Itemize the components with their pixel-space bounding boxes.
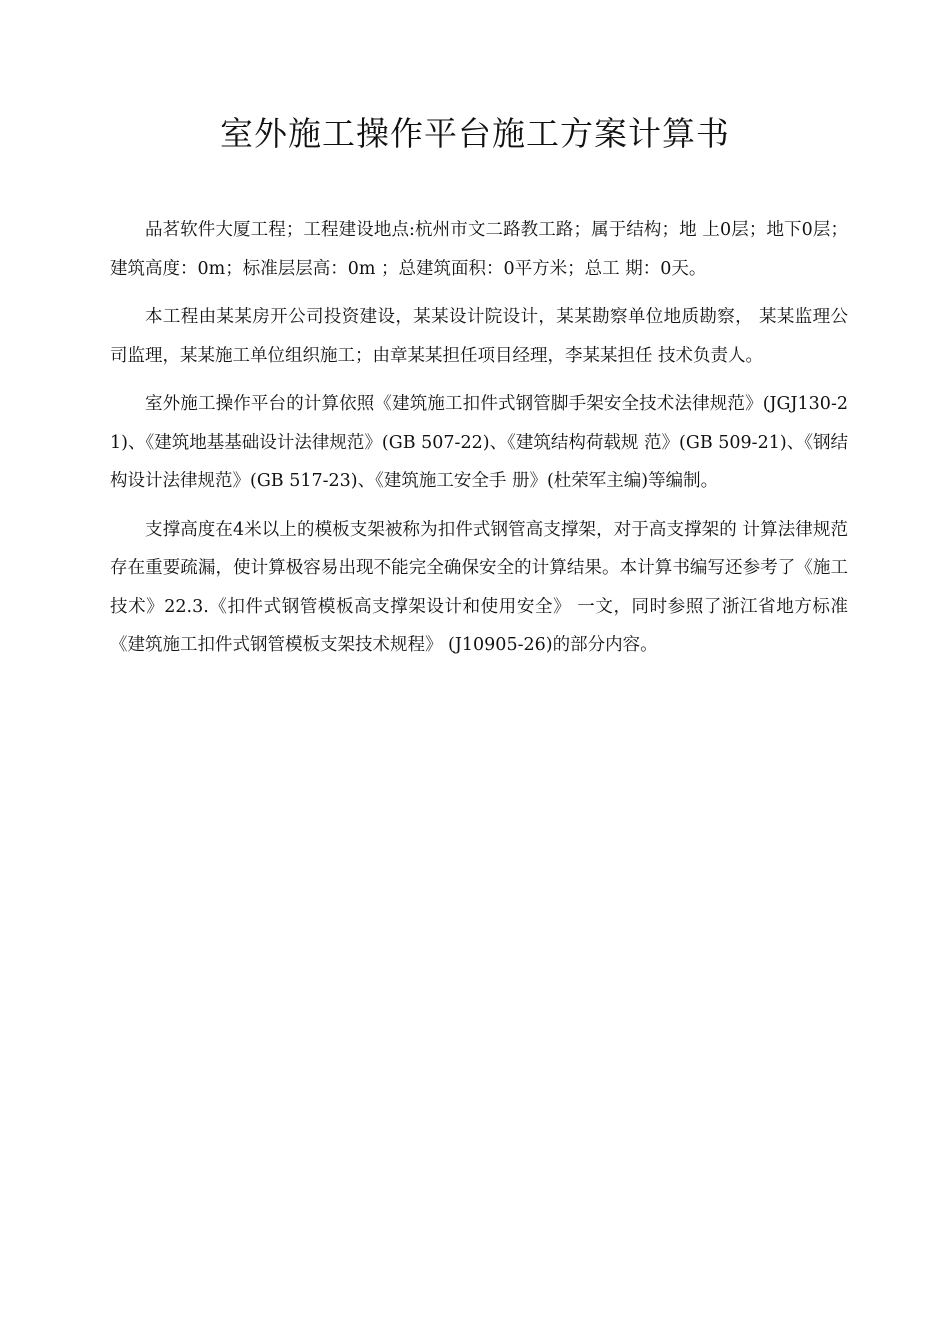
paragraph-references: 支撑高度在4米以上的模板支架被称为扣件式钢管高支撑架，对于高支撑架的 计算法律规范存在重要疏漏，使计算极容易出现不能完全确保安全的计算结果。本计算书编写还参考了《施工技术》22.3.《扣件式钢管模板高支撑架设计和使用安全》 一文，同时参照了浙江省地方标准《建筑施工扣件式钢管模板支架技术规程》 (J10905-26)的部分内容。 (110, 519, 848, 655)
paragraph-project-overview: 品茗软件大厦工程；工程建设地点:杭州市文二路教工路；属于结构；地 上0层；地下0层；建筑高度：0m；标准层层高：0m ；总建筑面积：0平方米；总工 期：0天。 (110, 220, 848, 279)
paragraph-standards: 室外施工操作平台的计算依照《建筑施工扣件式钢管脚手架安全技术法律规范》(JGJ130-21)、《建筑地基基础设计法律规范》(GB 507-22)、《建筑结构荷载规 范》(GB 509-21)、《钢结构设计法律规范》(GB 517-23)、《建筑施工安全手 册》(杜荣军主编)等编制。 (110, 394, 848, 491)
document-body (110, 211, 848, 675)
document-title: 室外施工操作平台施工方案计算书 (220, 114, 730, 153)
paragraph-participants: 本工程由某某房开公司投资建设，某某设计院设计，某某勘察单位地质勘察， 某某监理公司监理，某某施工单位组织施工；由章某某担任项目经理，李某某担任 技术负责人。 (110, 307, 848, 366)
